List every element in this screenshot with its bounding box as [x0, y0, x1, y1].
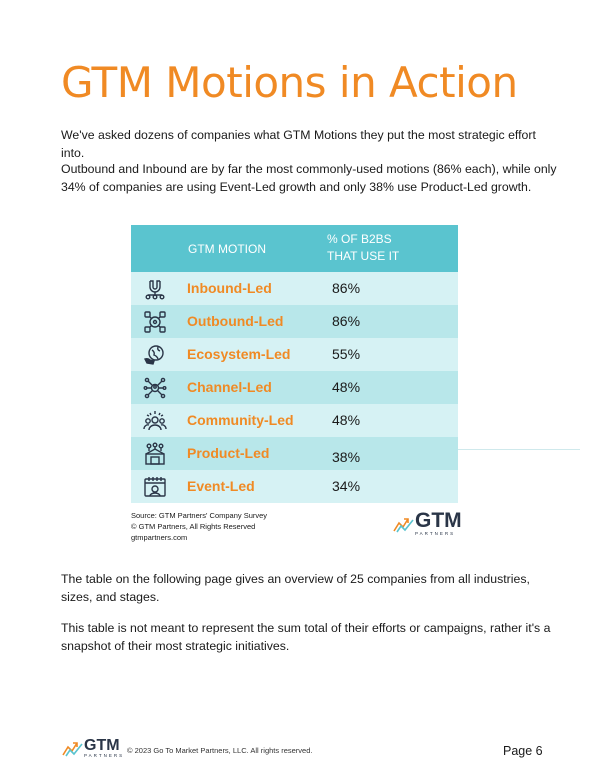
- motion-percent: 86%: [332, 313, 361, 329]
- motion-name: Channel-Led: [187, 379, 272, 395]
- column-header-percent-line2: THAT USE IT: [327, 249, 400, 263]
- network-icon: [143, 376, 167, 400]
- motion-name: Outbound-Led: [187, 313, 284, 329]
- outbound-target-icon: [143, 310, 167, 334]
- motion-name: Inbound-Led: [187, 280, 272, 296]
- table-row: [131, 404, 458, 437]
- logo-subtitle: PARTNERS: [415, 531, 456, 536]
- globe-hand-icon: [143, 343, 167, 367]
- source-line: Source: GTM Partners' Company Survey: [131, 511, 268, 520]
- motion-name: Product-Led: [187, 445, 270, 461]
- table-row: [131, 272, 458, 305]
- logo-word: GTM: [84, 737, 120, 754]
- gtm-motions-table: [131, 225, 458, 503]
- motion-percent: 48%: [332, 412, 361, 428]
- table-row: [131, 371, 458, 404]
- table-header: [131, 225, 458, 272]
- column-header-motion: GTM MOTION: [188, 242, 266, 256]
- motion-percent: 34%: [332, 478, 361, 494]
- website-link[interactable]: gtmpartners.com: [131, 533, 188, 542]
- source-note: [131, 510, 267, 543]
- magnet-icon: [143, 277, 167, 301]
- table-row: [131, 338, 458, 371]
- logo-text: [84, 738, 124, 758]
- motion-name: Event-Led: [187, 478, 255, 494]
- gtm-partners-logo: [393, 511, 462, 536]
- logo-word: GTM: [415, 509, 462, 532]
- page-title: GTM Motions in Action: [61, 58, 518, 107]
- motion-percent: 55%: [332, 346, 361, 362]
- motion-percent: 86%: [332, 280, 361, 296]
- table-row: [131, 305, 458, 338]
- community-icon: [143, 409, 167, 433]
- motion-name: Ecosystem-Led: [187, 346, 291, 362]
- page-number: Page 6: [503, 744, 543, 758]
- footer-copyright: © 2023 Go To Market Partners, LLC. All rights reserved.: [127, 746, 313, 755]
- footer-logo: [62, 738, 124, 758]
- table-row: [131, 437, 458, 470]
- intro-paragraph: We've asked dozens of companies what GTM Motions they put the most strategic effort into.: [61, 128, 536, 160]
- gtm-logo-mark-icon: [62, 739, 84, 757]
- column-header-percent-line1: % OF B2BS: [327, 232, 392, 246]
- logo-subtitle: PARTNERS: [84, 753, 125, 758]
- motion-percent: 48%: [332, 379, 361, 395]
- copyright-line: © GTM Partners, All Rights Reserved: [131, 522, 256, 531]
- note-paragraph: This table is not meant to represent the sum total of their efforts or campaigns, rather it's a snapshot of their most strategic initiatives.: [61, 621, 551, 653]
- overview-paragraph: The table on the following page gives an overview of 25 companies from all industries, sizes, and stages.: [61, 572, 530, 604]
- motion-percent: 38%: [332, 449, 361, 465]
- motion-name: Community-Led: [187, 412, 294, 428]
- product-icon: [143, 442, 167, 466]
- logo-text: [415, 511, 462, 536]
- column-header-percent: [327, 231, 417, 265]
- summary-paragraph: Outbound and Inbound are by far the most commonly-used motions (86% each), while only 34% of companies are using Event-Led growth and only 38% use Product-Led growth.: [61, 162, 557, 194]
- table-row: [131, 470, 458, 503]
- gtm-logo-mark-icon: [393, 515, 415, 533]
- calendar-icon: [143, 475, 167, 499]
